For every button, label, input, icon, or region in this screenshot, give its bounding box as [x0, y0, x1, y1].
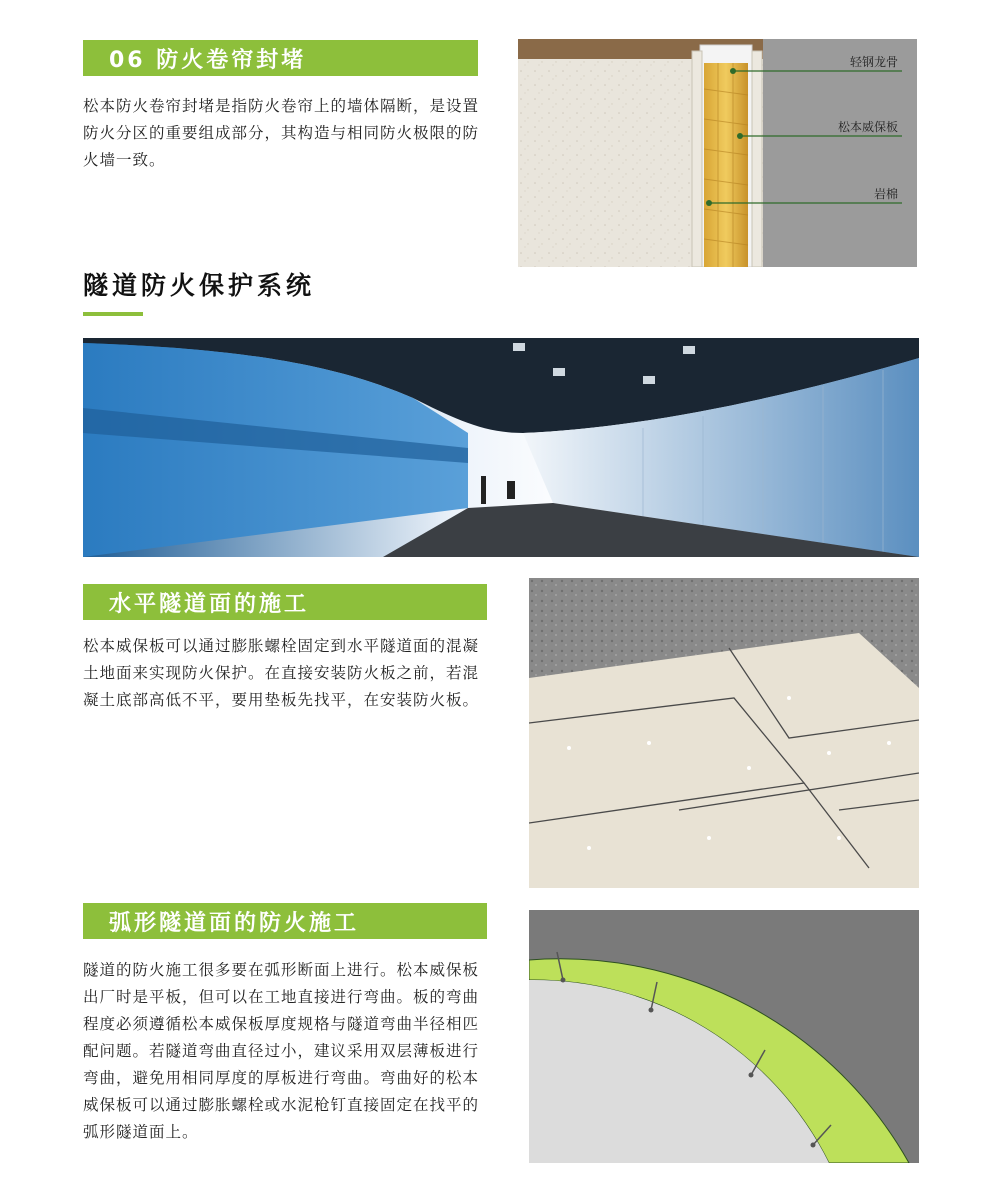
horizontal-section-title: 水平隧道面的施工	[109, 591, 310, 617]
board-right	[752, 51, 762, 267]
person-silhouette	[481, 476, 486, 504]
arc-tunnel-svg	[529, 910, 919, 1163]
arc-section-title: 弧形隧道面的防火施工	[109, 910, 360, 936]
rider-silhouette	[507, 481, 515, 499]
board-left	[692, 51, 702, 267]
tunnel-photo	[83, 338, 919, 557]
arc-section-title-bar	[83, 903, 487, 939]
label-dot-2	[737, 133, 743, 139]
horizontal-section-title-bar	[83, 584, 487, 620]
section-06-title: 06 防火卷帘封堵	[109, 47, 307, 73]
fire-boards	[529, 633, 919, 888]
tunnel-heading: 隧道防火保护系统	[83, 271, 316, 300]
arc-tunnel-illustration	[529, 910, 919, 1163]
fire-shutter-wall-diagram	[518, 39, 917, 267]
label-dot-3	[706, 200, 712, 206]
section-06-paragraph: 松本防火卷帘封堵是指防火卷帘上的墙体隔断，是设置防火分区的重要组成部分，其构造与相同防火极限的防火墙一致。	[83, 97, 480, 169]
label-board: 松本威保板	[837, 120, 898, 134]
gray-panel	[763, 39, 917, 267]
ceiling-board-illustration	[529, 578, 919, 888]
label-dot-1	[730, 68, 736, 74]
tunnel-photo-svg	[83, 338, 919, 557]
section-06-title-bar	[83, 40, 478, 76]
label-rock-wool: 岩棉	[873, 187, 898, 201]
tunnel-heading-underline	[83, 312, 143, 316]
label-light-steel-keel: 轻钢龙骨	[849, 55, 898, 69]
horizontal-section-paragraph: 松本威保板可以通过膨胀螺栓固定到水平隧道面的混凝土地面来实现防火保护。在直接安装防火板之前，若混凝土底部高低不平，要用垫板先找平，在安装防火板。	[83, 637, 480, 709]
ceiling-board-svg	[529, 578, 919, 888]
wall-diagram-svg	[518, 39, 917, 267]
arc-section-paragraph: 隧道的防火施工很多要在弧形断面上进行。松本威保板出厂时是平板，但可以在工地直接进行弯曲。板的弯曲程度必须遵循松本威保板厚度规格与隧道弯曲半径相匹配问题。若隧道弯曲直径过小，建议采用双层薄板进行弯曲，避免用相同厚度的厚板进行弯曲。弯曲好的松本威保板可以通过膨胀螺栓或水泥枪钉直接固定在找平的弧形隧道面上。	[83, 961, 480, 1141]
